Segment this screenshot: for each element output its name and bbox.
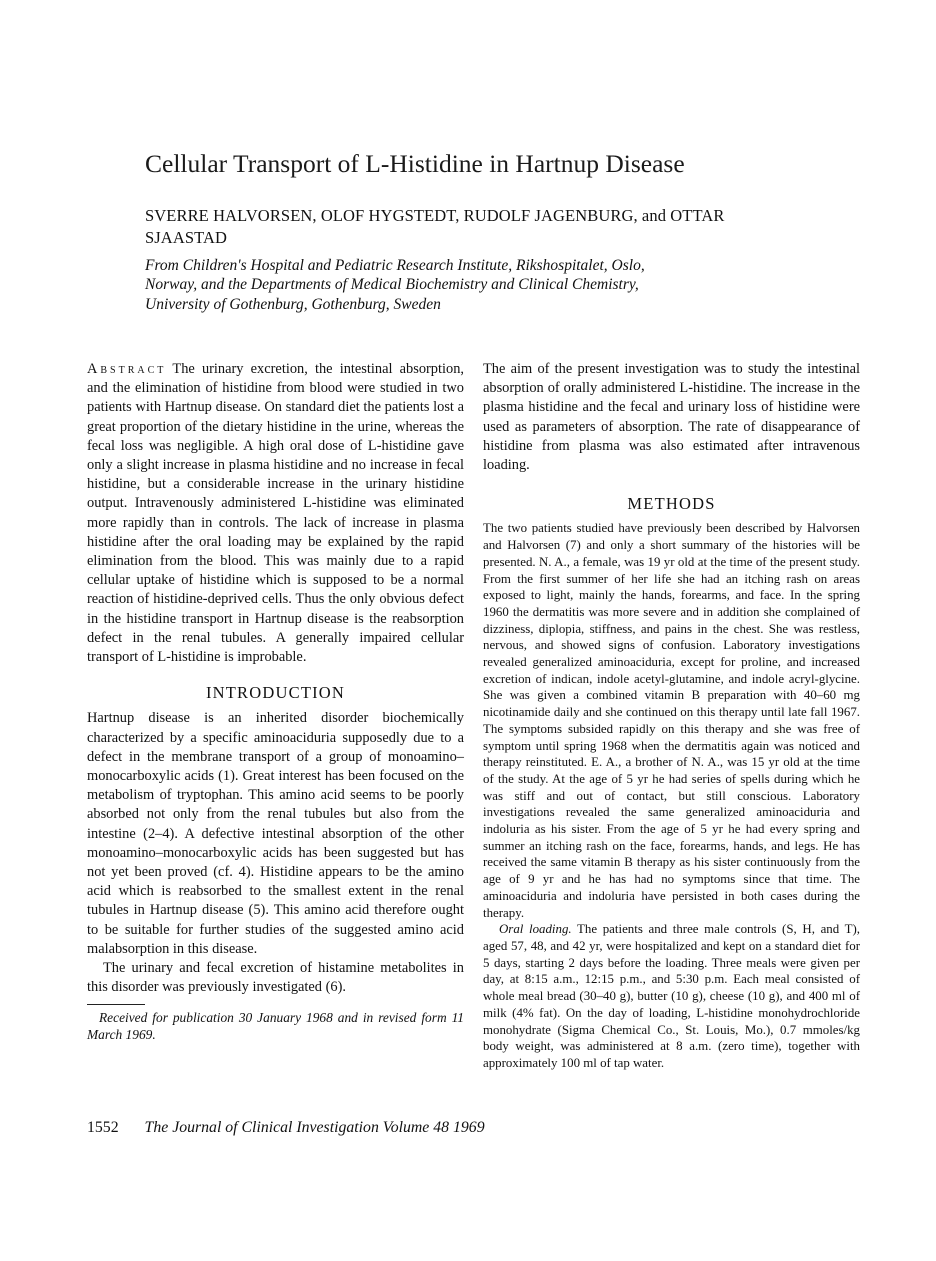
footnote-rule [87, 1004, 145, 1005]
methods-heading: METHODS [627, 494, 716, 514]
page-number: 1552 [87, 1119, 119, 1136]
introduction-heading: INTRODUCTION [205, 683, 346, 703]
left-column [87, 360, 464, 1043]
author-affiliation: From Children's Hospital and Pediatric Research Institute, Rikshospitalet, Oslo, Norway, and the Departments of Medical Biochemistry and Clinical Chemistry, University of Gothenburg, Gothenburg, Sweden [145, 257, 645, 313]
introduction-paragraph-1: Hartnup disease is an inherited disorder biochemically characterized by a specific aminoaciduria supposedly due to a defect in the membrane transport of a group of monoamino–monocarboxylic acids (1). Great interest has been focused on the metabolism of tryptophan. This amino acid seems to be poorly absorbed not only from the renal tubules but also from the intestine (2–4). A defective intestinal absorption of the other monoamino–monocarboxylic acids has been suggested but has not yet been proved (cf. 4). Histidine appears to be the amino acid which is reabsorbed to the smallest extent in the renal tubules in Hartnup disease (5). This amino acid therefore ought to be suitable for further studies of the suggested amino acid malabsorption in this disease. [87, 710, 464, 957]
journal-citation: The Journal of Clinical Investigation Volume 48 1969 [144, 1119, 485, 1136]
oral-loading-text: The patients and three male controls (S, H, and T), aged 57, 48, and 42 yr, were hospitalized and kept on a standard diet for 5 days, starting 2 days before the loading. Three meals were given per day, at 8:15 a.m., 12:15 p.m., and 5:30 p.m. Each meal consisted of whole meal bread (30–40 g), butter (10 g), cheese (10 g), and 400 ml of milk (4% fat). On the day of loading, L-histidine monohydrochloride monohydrate (Sigma Chemical Co., St. Louis, Mo.), 0.7 mmoles/kg body weight, was administered at 8 a.m. (zero time), together with approximately 100 ml of tap water. [483, 922, 860, 1070]
oral-loading-label: Oral loading. [499, 922, 572, 937]
abstract-label: Abstract [87, 361, 167, 377]
author-list: SVERRE HALVORSEN, OLOF HYGSTEDT, RUDOLF JAGENBURG, and OTTAR SJAASTAD [145, 206, 725, 247]
article-title: Cellular Transport of L-Histidine in Hartnup Disease [145, 149, 685, 178]
introduction-paragraph-2: The urinary and fecal excretion of histamine metabolites in this disorder was previously investigated (6). [87, 960, 464, 996]
page-footer [87, 1119, 485, 1137]
aim-paragraph: The aim of the present investigation was to study the intestinal absorption of orally administered L-histidine. The increase in the plasma histidine and the fecal and urinary loss of histidine were used as parameters of absorption. The rate of disappearance of histidine from plasma was also estimated after intravenous loading. [483, 361, 860, 474]
abstract-paragraph [87, 360, 464, 667]
right-column [483, 360, 860, 1072]
received-footnote: Received for publication 30 January 1968 and in revised form 11 March 1969. [87, 1009, 464, 1042]
methods-paragraph-1: The two patients studied have previously been described by Halvorsen and Halvorsen (7) and only a short summary of the histories will be presented. N. A., a female, was 19 yr old at the time of the present study. From the first summer of her life she had an itching rash on areas exposed to light, mainly the hands, forearms, and face. In the spring 1960 the dermatitis was more severe and in addition she complained of dizziness, diplopia, stiffness, and pains in the chest. She was restless, nervous, and showed signs of confusion. Laboratory investigations revealed generalized aminoaciduria, except for proline, and increased excretion of indican, indole acetyl-glutamine, and indole acryl-glycine. She was given a combined vitamin B preparation with 40–60 mg nicotinamide daily and she continued on this therapy until late fall 1967. The symptoms subsided rapidly on this therapy and she was free of symptom until spring 1968 when the dermatitis again was noticed and therapy reinstituted. E. A., a brother of N. A., was 15 yr old at the time of the study. At the age of 5 yr he had series of spells during which he was stiff and out of contact, but still conscious. Laboratory investigations revealed the same generalized aminoaciduria and indoluria as his sister. From the age of 5 yr he had every spring and summer an itching rash on the face, forearms, hands, and legs. He has received the same vitamin B therapy as his sister continuously from the age of 9 yr and he has had no symptoms since that time. The aminoaciduria and indoluria have persisted in both cases during the therapy. [483, 521, 860, 920]
abstract-text: The urinary excretion, the intestinal absorption, and the elimination of histidine from blood were studied in two patients with Hartnup disease. On standard diet the patients lost a great proportion of the dietary histidine in the urine, whereas the fecal loss was negligible. A high oral dose of L-histidine gave only a slight increase in plasma histidine and no increase in fecal histidine, but a considerable increase in the urinary histidine output. Intravenously administered L-histidine was eliminated more rapidly than in controls. The lack of increase in plasma histidine after the oral loading may be explained by the rapid elimination from the blood. This was mainly due to a rapid cellular uptake of histidine which is supposed to be a normal reaction of histidine-deprived cells. Thus the only obvious defect in the histidine transport in Hartnup disease is the reabsorption defect in the renal tubules. A generally impaired cellular transport of L-histidine is improbable. [87, 361, 464, 666]
oral-loading-paragraph [483, 921, 860, 1071]
